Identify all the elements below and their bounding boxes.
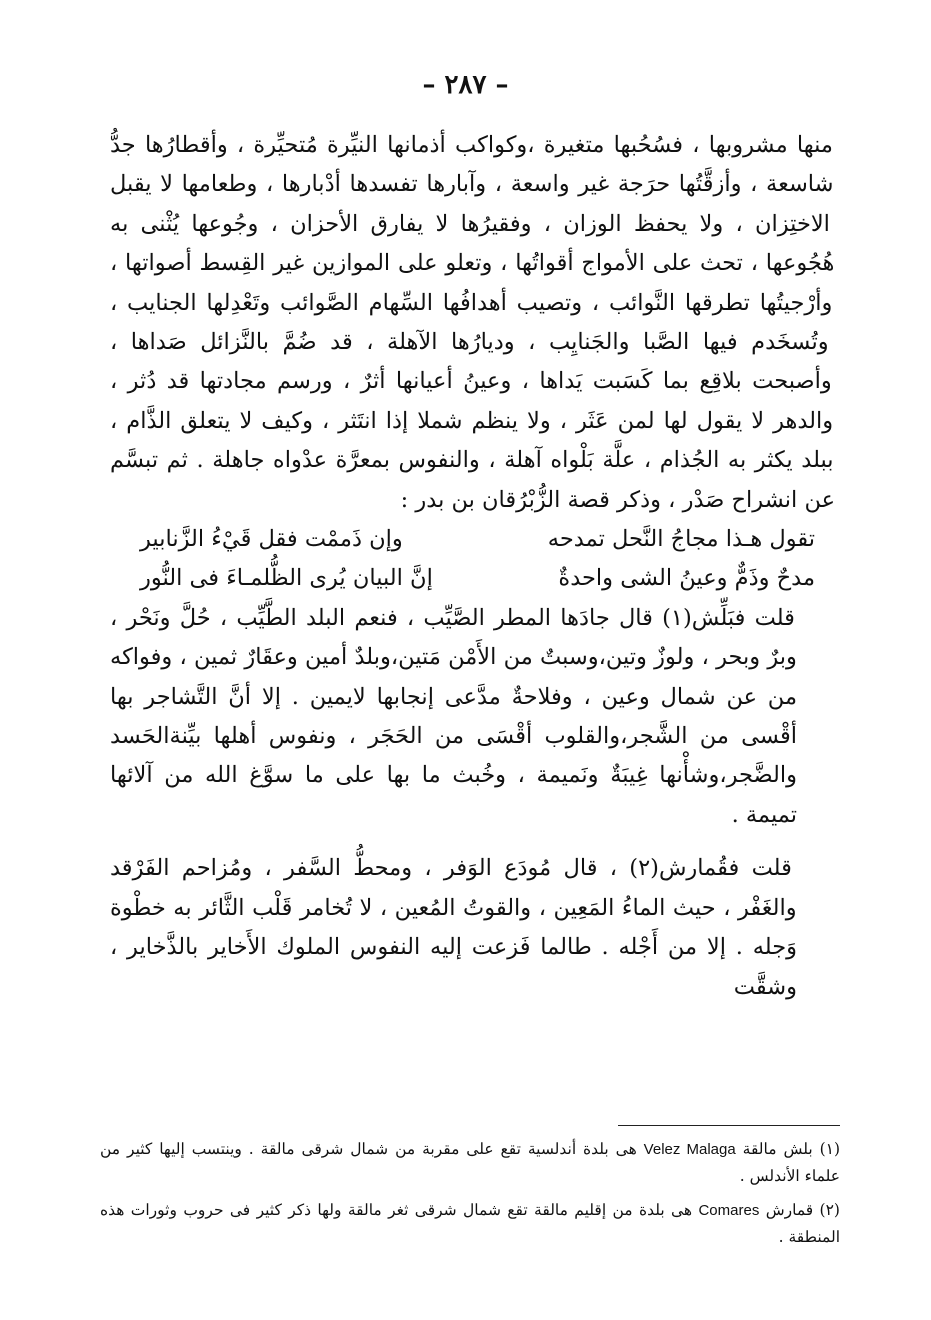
paragraph-2 <box>110 599 835 835</box>
text-line: من عن شمال وعين ، وفلاحةٌ مدَّعى إنجابها لايمين . إلا أنَّ التَّشاجر بها أقْسى <box>110 683 797 750</box>
text-line: والغَفْر ، حيث الماءُ المَعِين ، والقوتُ المُعين ، لا تُخامر قَلْب الثَّائر به خطْوة <box>110 894 797 921</box>
verse-second-hemistich: وإن ذَممْت فقل قَيْءُ الزَّنابير <box>140 526 403 553</box>
text-line: قلت فقُمارش(٢) ، قال مُودَع الوَفر ، ومحطُّ السَّفر ، ومُزاحم الفَرْقد <box>110 855 792 882</box>
footnote-1 <box>100 1136 840 1189</box>
poem <box>110 520 835 599</box>
text-line: من الشَّجر،والقلوب أقْسَى من الحَجَر ، ونفوس أهلها بيِّنةالحَسد والضَّجر،وشأْنها <box>110 723 797 789</box>
verse-second-hemistich: إنَّ البيان يُرى الظُّلمـاءَ فى النُّور <box>140 565 433 592</box>
text-line: وبرٌ وبحر ، ولوزٌ وتين،وسبتٌ من الأَمْن مَتين،وبلدٌ أمين وعقَارٌ ثمين ، وفواكه <box>110 644 797 671</box>
text-line: الاختِزان ، ولا يحفظ الوزان ، وفقيرُها لا يفارق الأحزان ، وجُوعها يُثْنى به <box>110 210 830 237</box>
text-line: شاسعة ، وأزقَّتُها حرَجة غير واسعة ، وآبارها تفسدها أدْبارها ، وطعامها لا يقبل <box>110 171 834 198</box>
footnote-prefix: (٢) قمارش <box>765 1201 840 1219</box>
footnote-2 <box>100 1197 840 1250</box>
text-line: هُجُوعها ، تحث على الأمواج أقواتُها ، وتعلو على الموازين غير القِسط أصواتها ، <box>110 250 835 277</box>
main-text <box>110 126 835 1007</box>
text-line: ببلد يكثر به الجُذام ، علَّة بَلْواه آهلة ، والنفوس بمعرَّة عدْواه جاهلة . ثم تبسَّم <box>110 447 834 474</box>
footnote-latin-name: Velez Malaga <box>643 1141 736 1158</box>
text-line: وتُسخَدم فيها الصَّبا والجَنايِب ، وديارُها الآهلة ، قد ضُمَّ بالنَّزائل صَداها ، <box>110 329 829 356</box>
text-line: عن انشراح صَدْر ، وذكر قصة الزُّبْرُقان بن بدر : <box>400 486 835 513</box>
page-number: – ٢٨٧ – <box>422 70 509 100</box>
text-line: قلت فبَلِّش(١) قال جادَها المطر الصَّيِّب ، فنعم البلد الطَّيِّب ، حُلَّ ونَحْر ، <box>110 604 795 631</box>
verse-first-hemistich: تقول هـذا مجاجُ النَّحل تمدحه <box>547 526 815 553</box>
text-line: وَجله . إلا من أَجْله . طالما فَزعت إليه النفوس الملوك الأَخاير بالذَّخاير ، وشقَّت <box>110 934 797 1000</box>
footnote-text: هى بلدة من إقليم مالقة تقع شمال شرقى ثغر مالقة ولها ذكر كثير فى حروب وثورات هذه المنطقة . <box>100 1201 840 1246</box>
poem-verse <box>110 559 835 598</box>
footnotes <box>100 1136 840 1258</box>
text-line: منها مشروبها ، فسُحُبها متغيرة ،وكواكب أذمانها النيِّرة مُتحيِّرة ، وأقطارُها جدُّ <box>110 132 833 158</box>
footnote-prefix: (١) بلش مالقة <box>742 1140 841 1158</box>
footnote-latin-name: Comares <box>698 1202 760 1219</box>
footnote-divider <box>618 1125 840 1126</box>
text-line: وأرْجيتُها تطرقها النَّوائب ، وتصيب أهدافُها السِّهام الصَّوائب وتَعْدِلها الجنايب ، <box>110 289 833 316</box>
text-line: والدهر لا يقول لها لمن عَثَر ، ولا ينظم شملا إذا انتَثر ، وكيف لا يتعلق الذَّام ، <box>110 407 834 434</box>
poem-verse <box>110 520 835 559</box>
text-line: وأصبحت بلاقِع بما كَسَبت يَداها ، وعينُ أعيانها أثرٌ ، ورسم مجادتها قد دُثر ، <box>110 368 832 395</box>
verse-first-hemistich: مدحٌ وذَمٌّ وعينُ الشى واحدةٌ <box>558 565 815 592</box>
paragraph-3 <box>110 849 835 1007</box>
text-line: غِيبَةٌ ونَميمة ، وخُبث ما بها على ما سوَّغ الله من آلائها تميمة . <box>110 762 797 828</box>
footnote-text: هى بلدة أندلسية تقع على مقربة من شمال شرقى مالقة . وينتسب إليها كثير من علماء الأندلس . <box>100 1140 840 1185</box>
paragraph-1 <box>110 126 835 520</box>
